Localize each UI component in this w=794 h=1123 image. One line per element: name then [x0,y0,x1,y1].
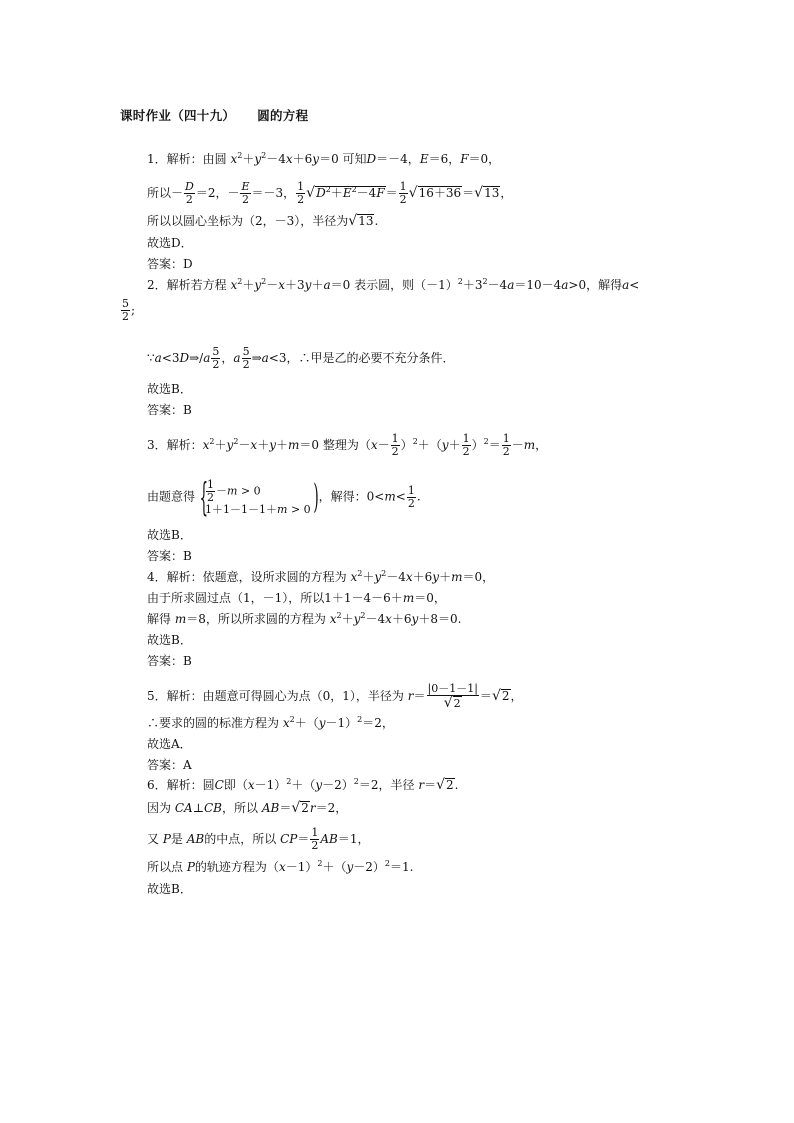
problem-4-answer: 答案：B [147,654,192,668]
problem-4-choice: 故选B． [147,633,192,647]
problem-6-choice: 故选B． [147,882,192,896]
problem-6-line-4: 所以点 P的轨迹方程为$(x-1)^2+(y-2)^2=1$. [147,859,414,874]
problem-2-line-1: 2．解析若方程 $x^2+y^2-x+3y+a=0$ 表示圆，则$(-1)^2+3^2-4a=10-4a>0$，解得a< [147,277,640,292]
problem-4-line-3: 解得 m＝8，所以所求圆的方程为 $x^2+y^2-4x+6y+8=0$. [147,611,462,626]
problem-6-line-2: 因为 CA⊥CB，所以 AB＝ √ 2 r＝2， [147,800,348,816]
problem-2-line-2: ∵a<3D⇒/a $\frac{5}{2}$ ，a $\frac{5}{2}$ ⇒a<3，∴甲是乙的必要不充分条件． [147,345,455,371]
problem-1-answer: 答案：D [147,257,193,271]
problem-5-line-1: 5．解析：由题意可得圆心为点（0，1），半径为 r＝ |0－1－1| √ 2 ＝ √ 2 ， [147,682,523,711]
problem-3-line-2: 由题意得 { $\frac{1}{2}$ －m > 0 1＋1－1－1＋m > 0 ) ，解得：0<m< $\frac{1}{2}$ . [147,475,421,519]
problem-5-line-2: ∴要求的圆的标准方程为 $x^2+(y-1)^2=2$， [147,715,394,730]
problem-3-line-1: 3．解析：$x^2+y^2-x+y+m=0$ 整理为（x－ $\frac{1}{2}$ ）$^2$＋（y＋ $\frac{1}{2}$ ）$^2$＝ $\frac{1}{2}$ －m， [147,432,548,458]
problem-6-line-1: 6．解析：圆C即$(x-1)^2+(y-2)^2=2$，半径 r＝ √ 2 . [147,777,459,793]
problem-3-choice: 故选B． [147,528,192,542]
problem-5-choice: 故选A． [147,737,192,751]
problem-4-line-1: 4．解析：依题意，设所求圆的方程为 $x^2+y^2-4x+6y+m=0$， [147,569,495,584]
problem-1-line-2: 所以－ $\frac{D}{2}$ ＝2，－ $\frac{E}{2}$ ＝－3， $\frac{1}{2}$ √ $D^2+E^2-4F$ ＝ $\frac{1}{2}$ √ 16＋36 ＝ √ 13 ， [147,180,513,206]
problem-1-line-3: 所以以圆心坐标为（2，－3），半径为 √ 13 . [147,213,379,229]
problem-2-line-1-wrap: $\frac{5}{2}$ ; [122,297,136,323]
page-title: 课时作业（四十九） 圆的方程 [120,108,309,123]
problem-5-answer: 答案：A [147,758,192,772]
problem-2-choice: 故选B． [147,382,192,396]
problem-4-line-2: 由于所求圆过点（1，－1），所以1＋1－4－6＋m＝0， [147,591,446,605]
problem-1-line-1: 1．解析：由圆 $x^2+y^2-4x+6y=0$ 可知D＝－4，E＝6，F＝0， [147,151,501,166]
problem-1-choice: 故选D． [147,236,193,250]
problem-2-answer: 答案：B [147,403,192,417]
problem-3-answer: 答案：B [147,549,192,563]
problem-6-line-3: 又 P是 AB的中点，所以 CP＝ $\frac{1}{2}$ AB＝1， [147,826,370,852]
